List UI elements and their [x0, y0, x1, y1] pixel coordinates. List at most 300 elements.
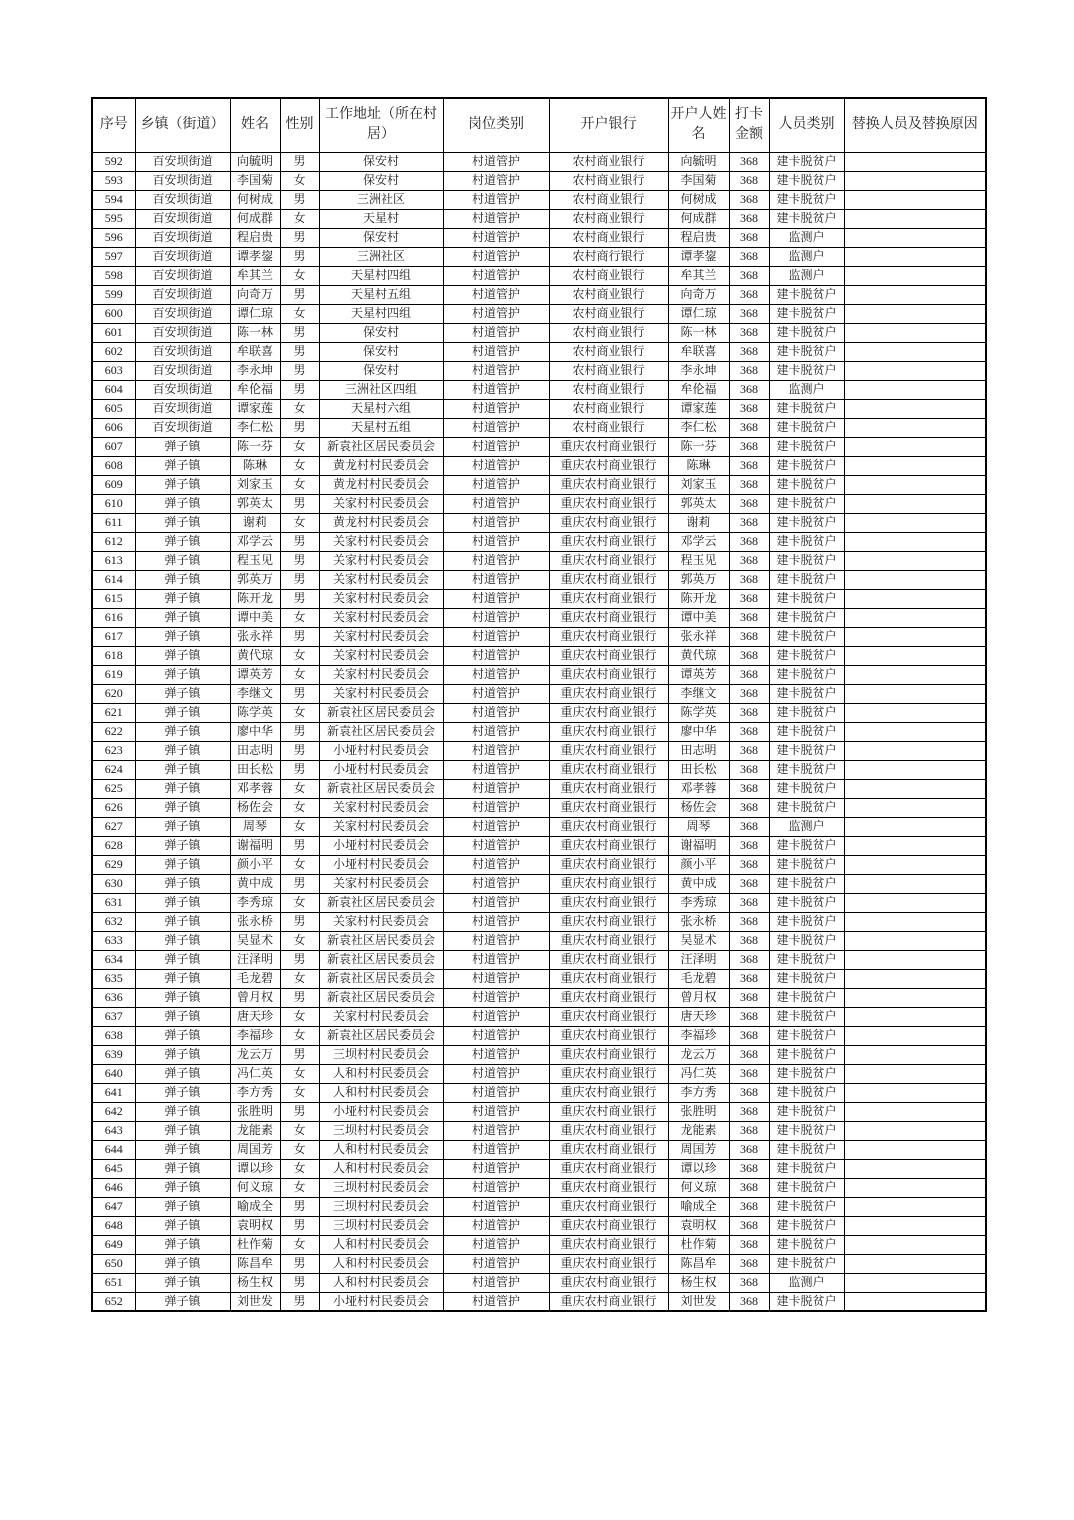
table-cell: 村道管护	[443, 532, 549, 551]
table-cell: 建卡脱贫户	[769, 551, 844, 570]
table-cell: 百安坝街道	[135, 247, 230, 266]
table-cell: 368	[729, 456, 769, 475]
table-cell: 村道管护	[443, 1197, 549, 1216]
table-cell: 农村商业银行	[549, 285, 668, 304]
table-cell: 609	[92, 475, 135, 494]
table-cell: 634	[92, 950, 135, 969]
table-cell: 龙能素	[230, 1121, 280, 1140]
table-cell: 村道管护	[443, 456, 549, 475]
table-cell: 男	[280, 1254, 319, 1273]
table-cell: 368	[729, 608, 769, 627]
table-cell	[844, 399, 986, 418]
table-cell: 建卡脱贫户	[769, 836, 844, 855]
table-row	[92, 399, 986, 418]
table-cell: 600	[92, 304, 135, 323]
table-row	[92, 342, 986, 361]
table-cell: 592	[92, 152, 135, 171]
table-cell: 611	[92, 513, 135, 532]
table-cell: 村道管护	[443, 285, 549, 304]
table-row	[92, 684, 986, 703]
table-cell: 关家村村民委员会	[319, 912, 443, 931]
table-cell: 重庆农村商业银行	[549, 779, 668, 798]
table-cell: 小垭村村民委员会	[319, 741, 443, 760]
table-cell	[844, 247, 986, 266]
table-row	[92, 817, 986, 836]
table-cell: 村道管护	[443, 1083, 549, 1102]
table-cell: 368	[729, 1292, 769, 1311]
table-cell: 弹子镇	[135, 627, 230, 646]
table-cell: 弹子镇	[135, 1254, 230, 1273]
table-cell: 村道管护	[443, 570, 549, 589]
table-cell: 人和村村民委员会	[319, 1083, 443, 1102]
table-cell: 女	[280, 779, 319, 798]
table-cell: 村道管护	[443, 665, 549, 684]
table-cell: 程启贵	[668, 228, 729, 247]
table-cell: 女	[280, 703, 319, 722]
table-cell: 村道管护	[443, 760, 549, 779]
table-cell: 建卡脱贫户	[769, 190, 844, 209]
table-cell: 建卡脱贫户	[769, 798, 844, 817]
table-cell: 村道管护	[443, 988, 549, 1007]
table-row	[92, 1140, 986, 1159]
table-cell: 村道管护	[443, 551, 549, 570]
table-cell	[844, 703, 986, 722]
table-cell: 弹子镇	[135, 893, 230, 912]
table-cell: 关家村村民委员会	[319, 627, 443, 646]
table-cell: 村道管护	[443, 247, 549, 266]
table-cell: 村道管护	[443, 969, 549, 988]
table-cell	[844, 1007, 986, 1026]
table-cell: 何树成	[230, 190, 280, 209]
column-header-1: 序号	[92, 98, 135, 152]
table-cell	[844, 171, 986, 190]
table-cell: 弹子镇	[135, 1045, 230, 1064]
table-cell: 村道管护	[443, 190, 549, 209]
table-cell: 陈一林	[668, 323, 729, 342]
table-cell: 女	[280, 969, 319, 988]
table-cell: 天星村五组	[319, 285, 443, 304]
table-cell: 弹子镇	[135, 1235, 230, 1254]
column-header-8: 开户人姓名	[668, 98, 729, 152]
table-cell: 李福珍	[668, 1026, 729, 1045]
table-cell: 喻成全	[668, 1197, 729, 1216]
table-cell: 368	[729, 779, 769, 798]
table-cell: 弹子镇	[135, 912, 230, 931]
table-cell	[844, 437, 986, 456]
column-header-3: 姓名	[230, 98, 280, 152]
table-cell: 小垭村村民委员会	[319, 760, 443, 779]
table-cell: 368	[729, 323, 769, 342]
table-cell: 谭孝鋆	[230, 247, 280, 266]
table-cell: 重庆农村商业银行	[549, 475, 668, 494]
table-cell	[844, 665, 986, 684]
table-body	[92, 152, 986, 1311]
table-cell: 村道管护	[443, 1121, 549, 1140]
table-cell: 368	[729, 570, 769, 589]
table-cell: 男	[280, 1045, 319, 1064]
table-cell: 607	[92, 437, 135, 456]
table-cell: 村道管护	[443, 1178, 549, 1197]
table-row	[92, 969, 986, 988]
table-cell	[844, 1292, 986, 1311]
table-row	[92, 361, 986, 380]
table-cell: 村道管护	[443, 380, 549, 399]
table-cell: 农村商业银行	[549, 171, 668, 190]
table-cell: 621	[92, 703, 135, 722]
table-cell: 建卡脱贫户	[769, 1216, 844, 1235]
table-cell: 村道管护	[443, 361, 549, 380]
table-cell: 谭英芳	[230, 665, 280, 684]
table-cell: 368	[729, 437, 769, 456]
table-cell: 建卡脱贫户	[769, 1026, 844, 1045]
table-row	[92, 741, 986, 760]
table-cell: 女	[280, 1140, 319, 1159]
table-row	[92, 855, 986, 874]
column-header-9: 打卡金额	[729, 98, 769, 152]
table-cell: 601	[92, 323, 135, 342]
table-cell: 牟联喜	[230, 342, 280, 361]
table-cell: 村道管护	[443, 209, 549, 228]
table-cell: 368	[729, 874, 769, 893]
table-cell: 谭中美	[230, 608, 280, 627]
table-cell: 唐天珍	[668, 1007, 729, 1026]
table-row	[92, 1102, 986, 1121]
table-cell: 368	[729, 627, 769, 646]
table-cell: 男	[280, 912, 319, 931]
table-cell: 368	[729, 646, 769, 665]
table-cell: 周国芳	[230, 1140, 280, 1159]
table-cell: 建卡脱贫户	[769, 1159, 844, 1178]
table-cell: 何成群	[668, 209, 729, 228]
table-cell: 重庆农村商业银行	[549, 1083, 668, 1102]
table-cell: 建卡脱贫户	[769, 779, 844, 798]
table-cell: 农村商业银行	[549, 323, 668, 342]
table-cell: 弹子镇	[135, 760, 230, 779]
table-cell: 弹子镇	[135, 532, 230, 551]
table-cell: 冯仁英	[668, 1064, 729, 1083]
table-cell: 建卡脱贫户	[769, 1102, 844, 1121]
table-cell: 男	[280, 361, 319, 380]
table-row	[92, 760, 986, 779]
table-cell: 袁明权	[230, 1216, 280, 1235]
table-cell: 村道管护	[443, 684, 549, 703]
table-cell: 陈琳	[668, 456, 729, 475]
table-cell: 368	[729, 1045, 769, 1064]
table-cell: 368	[729, 969, 769, 988]
table-cell: 田志明	[668, 741, 729, 760]
table-cell	[844, 1197, 986, 1216]
table-cell: 630	[92, 874, 135, 893]
table-cell: 重庆农村商业银行	[549, 608, 668, 627]
table-cell: 建卡脱贫户	[769, 589, 844, 608]
table-row	[92, 779, 986, 798]
table-cell	[844, 456, 986, 475]
table-cell: 建卡脱贫户	[769, 950, 844, 969]
table-cell: 368	[729, 1178, 769, 1197]
table-cell: 村道管护	[443, 1045, 549, 1064]
table-cell: 保安村	[319, 152, 443, 171]
table-cell: 农村商业银行	[549, 152, 668, 171]
table-row	[92, 171, 986, 190]
table-row	[92, 494, 986, 513]
table-cell: 弹子镇	[135, 1292, 230, 1311]
table-cell: 男	[280, 247, 319, 266]
table-cell: 595	[92, 209, 135, 228]
table-cell: 关家村村民委员会	[319, 570, 443, 589]
table-cell	[844, 874, 986, 893]
table-cell: 女	[280, 399, 319, 418]
table-cell	[844, 494, 986, 513]
table-cell: 李秀琼	[668, 893, 729, 912]
table-cell	[844, 608, 986, 627]
table-cell: 368	[729, 1026, 769, 1045]
table-cell: 628	[92, 836, 135, 855]
table-cell: 重庆农村商业银行	[549, 950, 668, 969]
table-cell: 陈开龙	[668, 589, 729, 608]
table-cell: 重庆农村商业银行	[549, 1121, 668, 1140]
table-cell: 监测户	[769, 1273, 844, 1292]
table-cell: 368	[729, 741, 769, 760]
table-cell	[844, 1102, 986, 1121]
table-cell: 新袁社区居民委员会	[319, 437, 443, 456]
table-cell: 610	[92, 494, 135, 513]
table-cell: 弹子镇	[135, 1064, 230, 1083]
table-cell: 谭英芳	[668, 665, 729, 684]
table-cell: 建卡脱贫户	[769, 342, 844, 361]
table-cell: 牟伦福	[668, 380, 729, 399]
table-cell: 弹子镇	[135, 570, 230, 589]
table-cell	[844, 779, 986, 798]
table-row	[92, 551, 986, 570]
table-cell	[844, 893, 986, 912]
table-cell	[844, 722, 986, 741]
table-cell: 建卡脱贫户	[769, 418, 844, 437]
table-cell: 640	[92, 1064, 135, 1083]
table-cell: 新袁社区居民委员会	[319, 893, 443, 912]
table-cell: 女	[280, 1121, 319, 1140]
table-cell	[844, 1121, 986, 1140]
table-cell: 重庆农村商业银行	[549, 437, 668, 456]
table-cell	[844, 209, 986, 228]
table-cell: 邓孝蓉	[668, 779, 729, 798]
table-cell	[844, 342, 986, 361]
column-header-5: 工作地址（所在村居）	[319, 98, 443, 152]
table-cell: 周琴	[668, 817, 729, 836]
table-cell: 弹子镇	[135, 988, 230, 1007]
table-cell: 重庆农村商业银行	[549, 1064, 668, 1083]
table-row	[92, 380, 986, 399]
table-cell: 李国菊	[230, 171, 280, 190]
table-cell: 重庆农村商业银行	[549, 1026, 668, 1045]
table-cell: 弹子镇	[135, 779, 230, 798]
table-cell: 女	[280, 665, 319, 684]
table-cell: 关家村村民委员会	[319, 874, 443, 893]
table-cell: 新袁社区居民委员会	[319, 1026, 443, 1045]
table-cell: 关家村村民委员会	[319, 817, 443, 836]
table-cell: 男	[280, 1102, 319, 1121]
table-cell: 617	[92, 627, 135, 646]
table-cell: 633	[92, 931, 135, 950]
table-cell: 男	[280, 1197, 319, 1216]
table-cell: 368	[729, 399, 769, 418]
table-row	[92, 475, 986, 494]
table-cell: 黄龙村村民委员会	[319, 513, 443, 532]
table-cell: 周琴	[230, 817, 280, 836]
table-cell: 重庆农村商业银行	[549, 741, 668, 760]
table-cell: 程玉见	[668, 551, 729, 570]
table-cell: 村道管护	[443, 703, 549, 722]
table-cell: 建卡脱贫户	[769, 1292, 844, 1311]
table-cell: 新袁社区居民委员会	[319, 779, 443, 798]
table-cell: 重庆农村商业银行	[549, 1197, 668, 1216]
table-cell: 农村商业银行	[549, 342, 668, 361]
table-cell: 龙能素	[668, 1121, 729, 1140]
table-cell: 村道管护	[443, 1026, 549, 1045]
table-cell: 黄代琼	[668, 646, 729, 665]
table-cell: 李国菊	[668, 171, 729, 190]
table-row	[92, 285, 986, 304]
table-cell	[844, 836, 986, 855]
table-cell: 百安坝街道	[135, 361, 230, 380]
table-row	[92, 1045, 986, 1064]
table-cell: 368	[729, 1083, 769, 1102]
table-cell: 新袁社区居民委员会	[319, 931, 443, 950]
table-cell: 村道管护	[443, 798, 549, 817]
table-cell: 女	[280, 456, 319, 475]
table-row	[92, 665, 986, 684]
table-cell: 监测户	[769, 817, 844, 836]
table-cell: 368	[729, 589, 769, 608]
table-cell: 弹子镇	[135, 1273, 230, 1292]
table-cell: 368	[729, 285, 769, 304]
table-cell: 368	[729, 380, 769, 399]
table-cell: 关家村村民委员会	[319, 494, 443, 513]
table-cell: 623	[92, 741, 135, 760]
table-cell: 622	[92, 722, 135, 741]
table-cell: 牟联喜	[668, 342, 729, 361]
table-cell: 女	[280, 304, 319, 323]
table-cell: 颜小平	[668, 855, 729, 874]
table-cell: 635	[92, 969, 135, 988]
table-cell: 保安村	[319, 342, 443, 361]
table-cell: 重庆农村商业银行	[549, 1292, 668, 1311]
table-cell: 368	[729, 513, 769, 532]
table-cell: 村道管护	[443, 342, 549, 361]
table-cell: 谭以珍	[230, 1159, 280, 1178]
table-cell: 建卡脱贫户	[769, 912, 844, 931]
table-cell: 关家村村民委员会	[319, 684, 443, 703]
table-cell: 女	[280, 817, 319, 836]
table-cell: 新袁社区居民委员会	[319, 703, 443, 722]
table-cell: 建卡脱贫户	[769, 931, 844, 950]
table-cell: 关家村村民委员会	[319, 608, 443, 627]
table-cell: 百安坝街道	[135, 171, 230, 190]
table-cell	[844, 323, 986, 342]
table-cell	[844, 551, 986, 570]
table-cell: 农村商业银行	[549, 209, 668, 228]
table-cell: 百安坝街道	[135, 285, 230, 304]
table-cell: 三坝村村民委员会	[319, 1216, 443, 1235]
table-cell: 建卡脱贫户	[769, 969, 844, 988]
table-cell	[844, 380, 986, 399]
table-cell: 建卡脱贫户	[769, 741, 844, 760]
table-cell: 649	[92, 1235, 135, 1254]
table-cell: 建卡脱贫户	[769, 722, 844, 741]
table-cell: 建卡脱贫户	[769, 285, 844, 304]
roster-table	[91, 97, 987, 1312]
table-cell	[844, 532, 986, 551]
table-cell: 602	[92, 342, 135, 361]
table-cell: 小垭村村民委员会	[319, 855, 443, 874]
table-cell: 368	[729, 1064, 769, 1083]
table-cell: 向毓明	[230, 152, 280, 171]
table-cell: 牟其兰	[668, 266, 729, 285]
table-cell: 李仁松	[668, 418, 729, 437]
table-cell: 建卡脱贫户	[769, 437, 844, 456]
table-cell: 642	[92, 1102, 135, 1121]
table-cell: 建卡脱贫户	[769, 1064, 844, 1083]
header-row	[92, 98, 986, 152]
table-cell: 368	[729, 950, 769, 969]
table-cell: 谭仁琼	[668, 304, 729, 323]
table-cell: 女	[280, 1083, 319, 1102]
table-cell: 女	[280, 1064, 319, 1083]
table-cell: 黄代琼	[230, 646, 280, 665]
table-cell: 男	[280, 228, 319, 247]
table-cell: 女	[280, 1026, 319, 1045]
table-row	[92, 646, 986, 665]
table-cell: 368	[729, 551, 769, 570]
table-cell: 重庆农村商业银行	[549, 798, 668, 817]
table-cell: 建卡脱贫户	[769, 1121, 844, 1140]
table-cell	[844, 950, 986, 969]
table-cell: 村道管护	[443, 323, 549, 342]
table-row	[92, 1254, 986, 1273]
table-cell: 村道管护	[443, 494, 549, 513]
table-cell: 建卡脱贫户	[769, 399, 844, 418]
table-cell: 弹子镇	[135, 1121, 230, 1140]
column-header-7: 开户银行	[549, 98, 668, 152]
table-cell: 三洲社区	[319, 190, 443, 209]
table-cell: 向奇万	[230, 285, 280, 304]
table-cell: 刘世发	[668, 1292, 729, 1311]
table-cell	[844, 684, 986, 703]
table-cell: 关家村村民委员会	[319, 589, 443, 608]
table-row	[92, 513, 986, 532]
table-cell: 廖中华	[230, 722, 280, 741]
table-cell: 368	[729, 1121, 769, 1140]
table-cell: 百安坝街道	[135, 228, 230, 247]
table-cell: 男	[280, 1292, 319, 1311]
table-cell: 368	[729, 475, 769, 494]
table-cell: 男	[280, 285, 319, 304]
table-cell: 百安坝街道	[135, 418, 230, 437]
table-cell: 368	[729, 912, 769, 931]
table-cell: 男	[280, 684, 319, 703]
table-cell: 李永坤	[668, 361, 729, 380]
table-cell: 建卡脱贫户	[769, 304, 844, 323]
table-cell: 百安坝街道	[135, 399, 230, 418]
table-cell: 重庆农村商业银行	[549, 817, 668, 836]
table-cell: 百安坝街道	[135, 266, 230, 285]
table-cell	[844, 1083, 986, 1102]
table-cell	[844, 931, 986, 950]
table-cell: 保安村	[319, 171, 443, 190]
table-cell: 女	[280, 893, 319, 912]
table-cell: 男	[280, 532, 319, 551]
table-cell: 唐天珍	[230, 1007, 280, 1026]
table-cell: 杨生权	[230, 1273, 280, 1292]
